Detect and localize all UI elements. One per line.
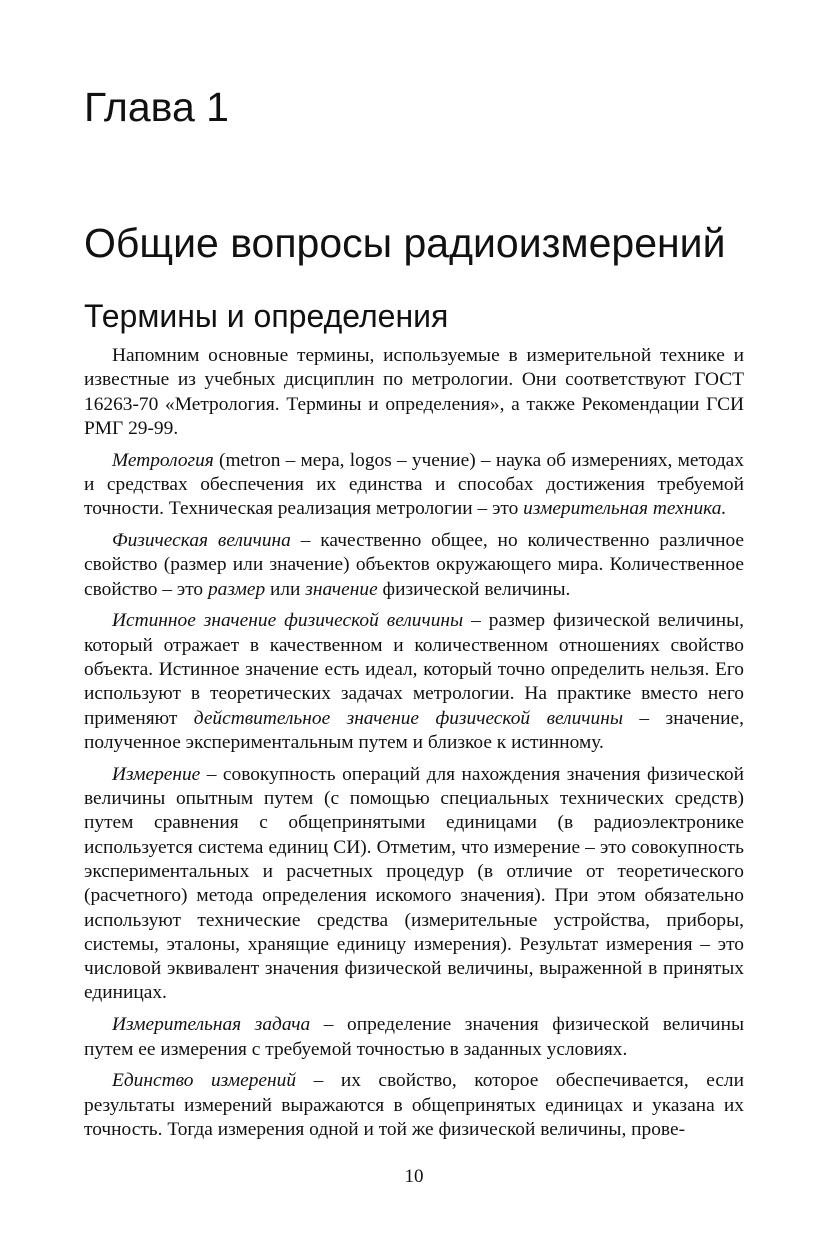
paragraph xyxy=(84,763,744,1006)
text-run: (metron – мера, logos – учение) – наука об измерениях, методах и средствах обеспечения их единства и способах достижения требуемой точности. Техническая реализация метрологии – это xyxy=(84,449,744,520)
term: Истинное значение физической величины xyxy=(112,610,464,632)
term: значение xyxy=(305,578,378,600)
paragraph xyxy=(84,1013,744,1062)
term: действительное значение физической величины xyxy=(193,707,623,729)
text-run: – значение, полученное экспериментальным путем и близкое к истинному. xyxy=(84,707,744,753)
page-number: 10 xyxy=(404,1166,424,1187)
term: Единство измерений xyxy=(112,1070,297,1092)
term: Измерительная задача xyxy=(112,1014,311,1036)
paragraph xyxy=(84,449,744,522)
chapter-title: Общие вопросы радиоизмерений xyxy=(84,220,726,266)
text-run: физической величины. xyxy=(377,578,571,600)
term: Измерение xyxy=(112,763,201,785)
text-run: – качественно общее, но количественно различное свойство (размер или значение) объектов окружающего мира. Количественное свойство – это xyxy=(84,530,744,600)
term: измерительная техника. xyxy=(523,498,727,520)
text-run: – размер физической величины, который отражает в качественном и количественном отношениях свойство объекта. Истинное значение есть идеал, который точно определить нельзя. Его используют в теоретических задачах метрологии. На практике вместо него применяют xyxy=(84,610,744,729)
paragraph xyxy=(84,1069,744,1142)
chapter-label: Глава 1 xyxy=(84,84,229,130)
term: Метрология xyxy=(112,449,214,471)
paragraph xyxy=(84,344,744,441)
section-title: Термины и определения xyxy=(84,298,449,334)
paragraph xyxy=(84,609,744,755)
body-text xyxy=(84,344,744,1150)
text-run: или xyxy=(265,578,306,600)
text-run: – их свойство, которое обеспечивается, если результаты измерений выражаются в общепринятых единицах и указана их точность. Тогда измерения одной и той же физической величины, прове- xyxy=(84,1070,744,1140)
term: Физическая величина xyxy=(112,530,291,552)
text-run: – определение значения физической величины путем ее измерения с требуемой точностью в заданных условиях. xyxy=(84,1014,744,1060)
text-run: Напомним основные термины, используемые в измерительной технике и известные из учебных дисциплин по метрологии. Они соответствуют ГОСТ 16263-70 «Метрология. Термины и определения», а также Рекомендации ГСИ РМГ 29-99. xyxy=(84,345,744,439)
term: размер xyxy=(207,578,266,600)
text-run: – совокупность операций для нахождения значения физической величины опытным путем (с помощью специальных технических средств) путем сравнения с общепринятыми единицами (в радиоэлектронике используется система единиц СИ). Отметим, что измерение – это совокупность экспериментальных и расчетных процедур (в отличие от теоретического (расчетного) метода определения искомого значения). При этом обязательно используют технические средства (измерительные устройства, приборы, системы, эталоны, хранящие единицу измерения). Результат измерения – это числовой эквивалент значения физической величины, выраженной в принятых единицах. xyxy=(84,763,744,1004)
paragraph xyxy=(84,529,744,602)
